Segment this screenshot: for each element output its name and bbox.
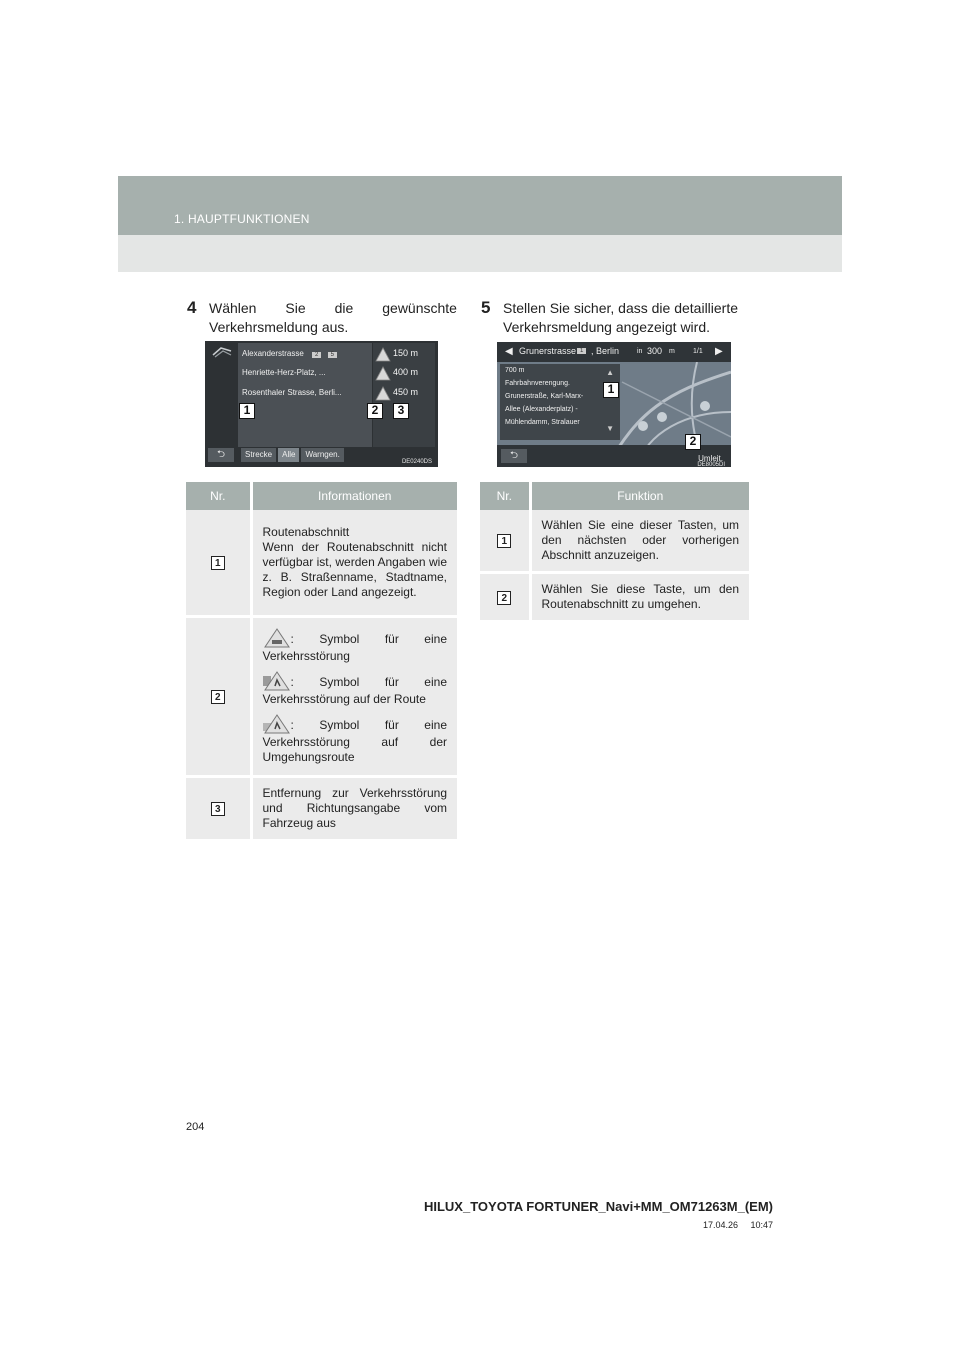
callout-1: 1 bbox=[603, 382, 619, 398]
step-number: 5 bbox=[481, 298, 491, 317]
function-table bbox=[480, 482, 749, 623]
traffic-list-screenshot bbox=[205, 341, 438, 467]
tab-warngen[interactable]: Warngen. bbox=[301, 448, 343, 462]
table-row: 2 : Symbol für eine Verkehrsstörung : Symbol für eine Verkehrsstörung auf der Route : Symbol für eine Verkehrsstörung auf der Umgehungsroute bbox=[186, 616, 457, 776]
image-code: DE0240DS bbox=[401, 459, 432, 465]
column-header-nr: Nr. bbox=[480, 482, 530, 510]
number-box: 1 bbox=[497, 534, 511, 548]
number-box: 2 bbox=[211, 690, 225, 704]
number-box: 1 bbox=[211, 556, 225, 570]
traffic-logo-icon bbox=[211, 345, 233, 359]
step-number: 4 bbox=[187, 298, 197, 317]
step-5 bbox=[481, 298, 749, 337]
information-table bbox=[186, 482, 457, 842]
table-row: 1 Routenabschnitt Wenn der Routenabschnitt nicht verfügbar ist, werden Angaben wie z. B. Straßenname, Stadtname, Region oder Land angezeigt. bbox=[186, 510, 457, 616]
list-item[interactable]: Rosenthaler Strasse, Berli... bbox=[242, 388, 342, 397]
step-5-line-1: Stellen Sie sicher, dass die detaillierte bbox=[503, 300, 739, 316]
step-5-line-2: Verkehrsmeldung angezeigt wird. bbox=[503, 319, 711, 335]
step-4-line-1: Wählen Sie die gewünschte bbox=[209, 300, 457, 316]
table-row: 2 Wählen Sie diese Taste, um den Routenabschnitt zu umgehen. bbox=[480, 573, 749, 622]
detail-header: ◀ Grunerstrasse 1 , Berlin in 300 m 1/1 ▶ bbox=[497, 342, 731, 362]
detail-panel: 700 m Fahrbahnverengung. Grunerstraße, Karl-Marx- Allee (Alexanderplatz) - Mühlendamm, Stralauer ▲ ▼ bbox=[500, 364, 620, 440]
distance-column: 150 m 400 m 450 m bbox=[373, 343, 435, 447]
number-box: 2 bbox=[497, 591, 511, 605]
tab-alle[interactable]: Alle bbox=[278, 448, 299, 462]
table-row: 1 Wählen Sie eine dieser Tasten, um den nächsten oder vorherigen Abschnitt anzuzeigen. bbox=[480, 510, 749, 573]
list-item[interactable]: Henriette-Herz-Platz, ... bbox=[242, 368, 326, 377]
route-section-list[interactable] bbox=[238, 343, 372, 447]
column-header-nr: Nr. bbox=[186, 482, 251, 510]
traffic-warning-icon bbox=[375, 386, 391, 401]
back-button[interactable]: ⮌ bbox=[501, 449, 527, 463]
column-header-info: Informationen bbox=[251, 482, 457, 510]
traffic-incident-route-icon bbox=[263, 670, 291, 692]
header-band bbox=[118, 176, 842, 235]
detour-button[interactable]: Umleit. bbox=[698, 454, 723, 463]
traffic-incident-detour-icon bbox=[263, 713, 291, 735]
tab-strecke[interactable]: Strecke bbox=[241, 448, 276, 462]
document-id: HILUX_TOYOTA FORTUNER_Navi+MM_OM71263M_(EM) bbox=[423, 1199, 773, 1214]
chapter-title: 1. HAUPTFUNKTIONEN bbox=[174, 212, 310, 226]
traffic-detail-screenshot bbox=[497, 342, 731, 467]
document-timestamp: 17.04.26 10:47 bbox=[702, 1220, 773, 1230]
column-header-function: Funktion bbox=[530, 482, 749, 510]
back-button[interactable]: ⮌ bbox=[208, 448, 234, 462]
filter-tabs bbox=[241, 448, 344, 462]
list-item[interactable]: Alexanderstrasse 2 5 bbox=[242, 349, 337, 358]
next-arrow-icon[interactable]: ▶ bbox=[715, 346, 723, 357]
step-4-line-2: Verkehrsmeldung aus. bbox=[209, 319, 349, 335]
image-code: DE8005DI bbox=[697, 462, 725, 467]
number-box: 3 bbox=[211, 802, 225, 816]
table-row: 3 Entfernung zur Verkehrsstörung und Richtungsangabe vom Fahrzeug aus bbox=[186, 776, 457, 840]
page-number: 204 bbox=[186, 1121, 205, 1133]
callout-2: 2 bbox=[685, 434, 701, 450]
traffic-warning-icon bbox=[375, 366, 391, 381]
callout-2: 2 bbox=[367, 403, 383, 419]
scroll-up-icon[interactable]: ▲ bbox=[606, 368, 614, 377]
step-4 bbox=[187, 298, 457, 337]
header-subband bbox=[118, 235, 842, 272]
callout-1: 1 bbox=[239, 403, 255, 419]
callout-3: 3 bbox=[393, 403, 409, 419]
scroll-down-icon[interactable]: ▼ bbox=[606, 424, 614, 433]
traffic-incident-icon bbox=[263, 627, 291, 649]
traffic-warning-icon bbox=[375, 347, 391, 362]
prev-arrow-icon[interactable]: ◀ bbox=[505, 346, 513, 357]
